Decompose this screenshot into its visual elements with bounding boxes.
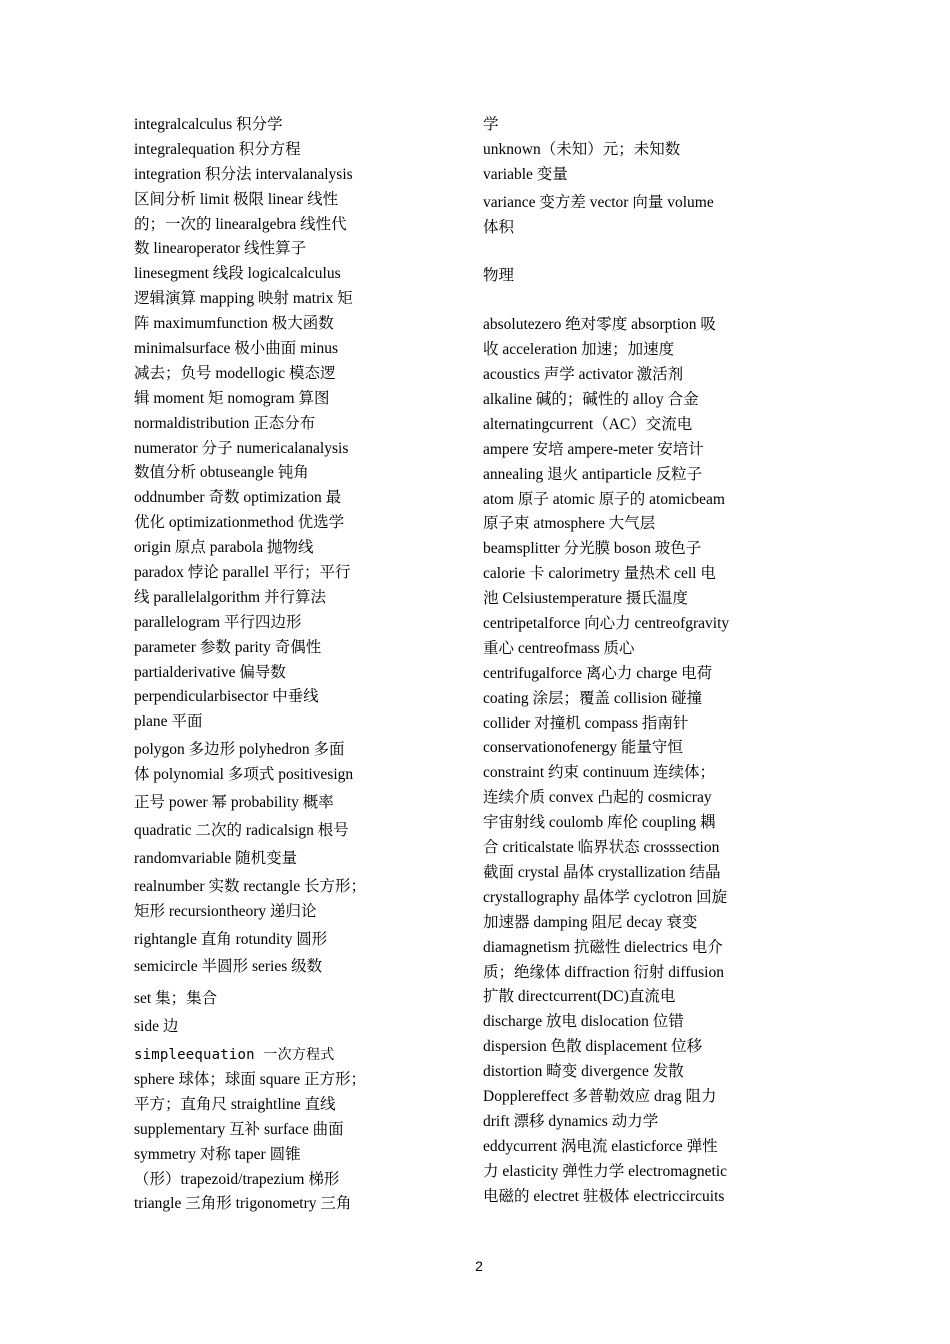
glossary-line: calorie 卡 calorimetry 量热术 cell 电 <box>483 565 716 583</box>
glossary-line: 阵 maximumfunction 极大函数 <box>134 315 334 333</box>
left-column <box>134 113 379 1217</box>
glossary-line: triangle 三角形 trigonometry 三角 <box>134 1195 352 1213</box>
glossary-line: integralcalculus 积分学 <box>134 116 283 133</box>
glossary-line: collider 对撞机 compass 指南针 <box>483 714 689 732</box>
glossary-line: discharge 放电 dislocation 位错 <box>483 1013 684 1031</box>
glossary-line: dispersion 色散 displacement 位移 <box>483 1038 703 1056</box>
glossary-line: diamagnetism 抗磁性 dielectrics 电介 <box>483 938 723 956</box>
glossary-line: quadratic 二次的 radicalsign 根号 <box>134 821 349 839</box>
glossary-line: semicircle 半圆形 series 级数 <box>134 958 323 976</box>
glossary-line: 数值分析 obtuseangle 钝角 <box>134 464 309 482</box>
glossary-line: 平方；直角尺 straightline 直线 <box>134 1095 336 1113</box>
glossary-line: centrifugalforce 离心力 charge 电荷 <box>483 664 713 682</box>
right-column <box>483 113 745 1209</box>
glossary-line: realnumber 实数 rectangle 长方形； <box>134 877 366 895</box>
glossary-line: perpendicularbisector 中垂线 <box>134 688 319 706</box>
glossary-line: 辑 moment 矩 nomogram 算图 <box>134 389 330 407</box>
glossary-line: alternatingcurrent（AC）交流电 <box>483 415 693 433</box>
glossary-line: rightangle 直角 rotundity 圆形 <box>134 930 328 948</box>
glossary-line: 矩形 recursiontheory 递归论 <box>134 902 317 920</box>
glossary-line: atom 原子 atomic 原子的 atomicbeam <box>483 490 725 508</box>
glossary-line: side 边 <box>134 1018 179 1036</box>
glossary-line: symmetry 对称 taper 圆锥 <box>134 1145 301 1163</box>
glossary-line: variance 变方差 vector 向量 volume <box>483 193 714 211</box>
glossary-line: plane 平面 <box>134 713 203 731</box>
glossary-line: distortion 畸变 divergence 发散 <box>483 1063 684 1081</box>
glossary-line: constraint 约束 continuum 连续体； <box>483 764 716 782</box>
glossary-line: 的；一次的 linearalgebra 线性代 <box>134 215 347 233</box>
glossary-line: 质；绝缘体 diffraction 衍射 diffusion <box>483 963 724 981</box>
glossary-line: simpleequation 一次方程式 <box>134 1047 335 1064</box>
glossary-line: 逻辑演算 mapping 映射 matrix 矩 <box>134 290 353 308</box>
section-title-physics: 物理 <box>483 267 515 285</box>
glossary-line: 区间分析 limit 极限 linear 线性 <box>134 190 339 208</box>
glossary-line: acoustics 声学 activator 激活剂 <box>483 366 684 384</box>
glossary-line: minimalsurface 极小曲面 minus <box>134 340 339 358</box>
glossary-line: centripetalforce 向心力 centreofgravity <box>483 615 730 633</box>
glossary-line: randomvariable 随机变量 <box>134 849 298 867</box>
glossary-line: 电磁的 electret 驻极体 electriccircuits <box>483 1187 725 1205</box>
page-number: 2 <box>475 1258 483 1274</box>
glossary-line: linesegment 线段 logicalcalculus <box>134 265 341 283</box>
glossary-line: unknown（未知）元；未知数 <box>483 140 681 158</box>
glossary-line: variable 变量 <box>483 165 568 183</box>
glossary-line: 加速器 damping 阻尼 decay 衰变 <box>483 913 698 931</box>
glossary-line: polygon 多边形 polyhedron 多面 <box>134 741 345 759</box>
glossary-line: sphere 球体；球面 square 正方形； <box>134 1070 367 1088</box>
glossary-line: 收 acceleration 加速；加速度 <box>483 341 675 359</box>
glossary-line: integration 积分法 intervalanalysis <box>134 165 353 183</box>
glossary-line: parameter 参数 parity 奇偶性 <box>134 638 322 656</box>
glossary-line: 池 Celsiustemperature 摄氏温度 <box>483 590 688 608</box>
glossary-line: eddycurrent 涡电流 elasticforce 弹性 <box>483 1137 718 1155</box>
glossary-line: crystallography 晶体学 cyclotron 回旋 <box>483 888 728 906</box>
glossary-line: 优化 optimizationmethod 优选学 <box>134 514 345 532</box>
glossary-line: （形）trapezoid/trapezium 梯形 <box>134 1170 340 1188</box>
glossary-line: 截面 crystal 晶体 crystallization 结晶 <box>483 863 721 881</box>
glossary-line: 合 criticalstate 临界状态 crosssection <box>483 839 720 857</box>
glossary-line: coating 涂层；覆盖 collision 碰撞 <box>483 689 703 707</box>
glossary-line: 重心 centreofmass 质心 <box>483 639 635 657</box>
glossary-line: 原子束 atmosphere 大气层 <box>483 515 656 533</box>
glossary-line: normaldistribution 正态分布 <box>134 414 316 432</box>
glossary-line: origin 原点 parabola 抛物线 <box>134 539 314 557</box>
glossary-line: set 集；集合 <box>134 990 218 1008</box>
glossary-line: absolutezero 绝对零度 absorption 吸 <box>483 316 716 334</box>
glossary-line: 减去；负号 modellogic 模态逻 <box>134 364 336 382</box>
glossary-line: Dopplereffect 多普勒效应 drag 阻力 <box>483 1087 717 1105</box>
glossary-line: 数 linearoperator 线性算子 <box>134 240 307 258</box>
glossary-line: 力 elasticity 弹性力学 electromagnetic <box>483 1162 728 1180</box>
glossary-line: annealing 退火 antiparticle 反粒子 <box>483 465 703 483</box>
glossary-line: 正号 power 幂 probability 概率 <box>134 794 334 812</box>
glossary-line: paradox 悖论 parallel 平行；平行 <box>134 564 351 582</box>
glossary-line: ampere 安培 ampere-meter 安培计 <box>483 440 704 458</box>
glossary-line: oddnumber 奇数 optimization 最 <box>134 489 342 507</box>
glossary-line: partialderivative 偏导数 <box>134 663 286 681</box>
glossary-line: 连续介质 convex 凸起的 cosmicray <box>483 789 712 807</box>
glossary-line: 体积 <box>483 218 515 236</box>
glossary-line: parallelogram 平行四边形 <box>134 613 302 631</box>
glossary-line: 学 <box>483 116 499 133</box>
glossary-line: supplementary 互补 surface 曲面 <box>134 1120 344 1138</box>
glossary-line: numerator 分子 numericalanalysis <box>134 439 349 457</box>
glossary-line: 体 polynomial 多项式 positivesign <box>134 766 354 784</box>
glossary-line: alkaline 碱的；碱性的 alloy 合金 <box>483 391 699 409</box>
glossary-line: 扩散 directcurrent(DC)直流电 <box>483 988 676 1006</box>
glossary-line: beamsplitter 分光膜 boson 玻色子 <box>483 540 702 558</box>
glossary-line: 线 parallelalgorithm 并行算法 <box>134 588 326 606</box>
glossary-line: conservationofenergy 能量守恒 <box>483 739 683 757</box>
glossary-line: integralequation 积分方程 <box>134 140 301 158</box>
glossary-line: drift 漂移 dynamics 动力学 <box>483 1112 659 1130</box>
glossary-line: 宇宙射线 coulomb 库伦 coupling 耦 <box>483 814 716 832</box>
